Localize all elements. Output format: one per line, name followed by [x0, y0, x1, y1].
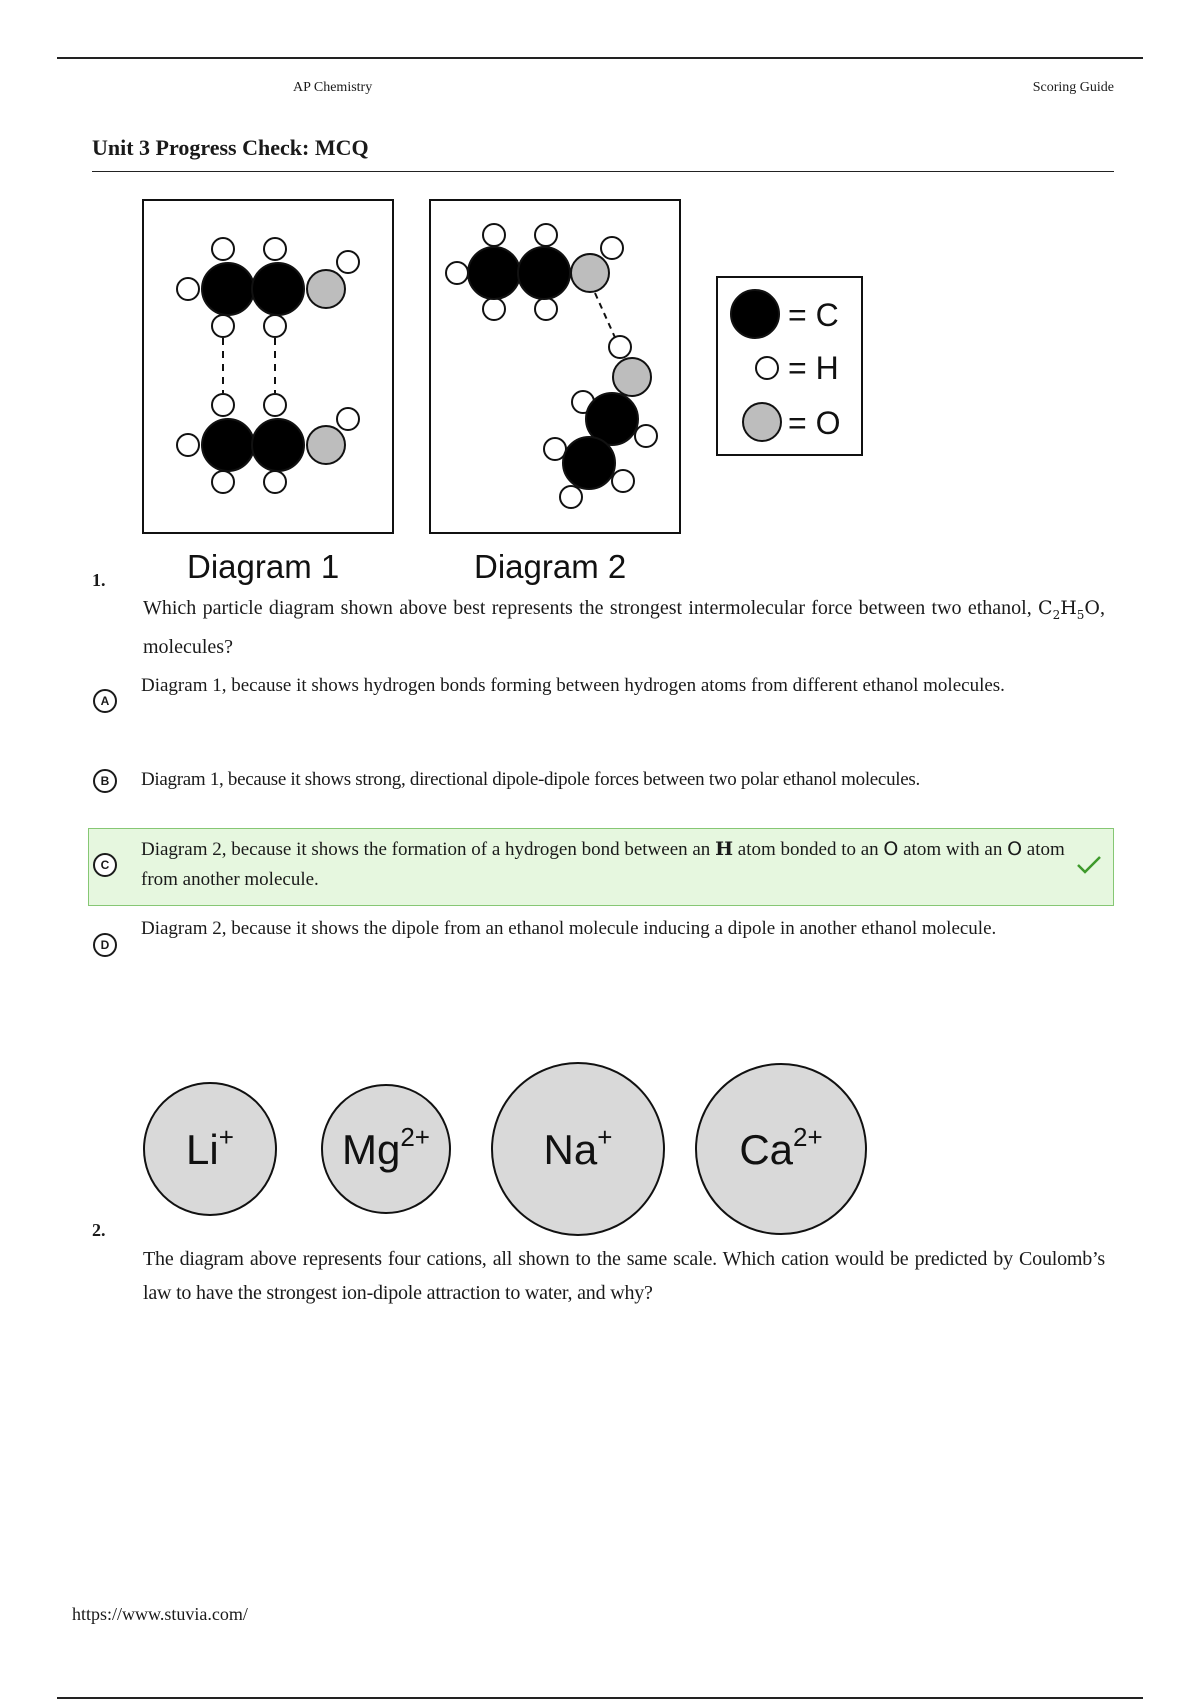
choice-b[interactable]: [88, 765, 1114, 797]
legend-hydrogen-icon: [756, 357, 778, 379]
choice-c-correct[interactable]: [88, 828, 1114, 906]
cation-li-label: Li+: [186, 1122, 234, 1173]
question-2-number: 2.: [92, 1220, 106, 1240]
choice-c-text: Diagram 2, because it shows the formation of a hydrogen bond between an H atom bonded to an O atom with an O atom from another molecule.: [141, 838, 1065, 890]
course-name: AP Chemistry: [293, 80, 373, 95]
question-1-number: 1.: [92, 570, 106, 590]
cation-ca-label: $Ca^{2+}$: [739, 1122, 823, 1173]
legend-carbon-label: = C: [788, 297, 839, 333]
q1-particle-diagram-figure: [130, 195, 880, 545]
cation-na-label: Na+: [543, 1122, 613, 1173]
question-1-stem-text: Which particle diagram shown above best represents the strongest intermolecular force between two ethanol,: [143, 597, 1039, 619]
page-title: Unit 3 Progress Check: MCQ: [92, 135, 369, 160]
oxygen-symbol: O: [883, 838, 899, 860]
legend-oxygen-label: = O: [788, 405, 841, 441]
choice-d-text: Diagram 2, because it shows the dipole from an ethanol molecule inducing a dipole in another ethanol molecule.: [141, 918, 997, 939]
correct-check-icon: [1075, 853, 1103, 877]
title-rule: [92, 171, 1114, 172]
diagram-2-label: Diagram 2: [474, 548, 627, 585]
choice-d-letter: D: [93, 933, 117, 957]
question-2-stem: The diagram above represents four cations, all shown to the same scale. Which cation would be predicted by Coulomb’s law to have the strongest ion-dipole attraction to water, and why?: [143, 1248, 1105, 1304]
oxygen-symbol: O: [1007, 838, 1023, 860]
legend-carbon-icon: [731, 290, 779, 338]
choice-a-text: Diagram 1, because it shows hydrogen bonds forming between hydrogen atoms from different ethanol molecules.: [141, 675, 1005, 696]
hydrogen-symbol: H: [715, 838, 734, 860]
cation-mg-label: $Mg^{2+}$: [341, 1122, 431, 1173]
top-rule: [57, 57, 1143, 59]
q2-cations-figure: [130, 1055, 880, 1245]
legend-oxygen-icon: [743, 403, 781, 441]
legend-hydrogen-label: = H: [788, 350, 839, 386]
choice-b-letter: B: [93, 769, 117, 793]
question-1-stem: [143, 592, 1105, 663]
diagram-1-label: Diagram 1: [187, 548, 340, 585]
choice-a-letter: A: [93, 689, 117, 713]
bottom-rule: [57, 1697, 1143, 1699]
footer-url: https://www.stuvia.com/: [72, 1604, 248, 1624]
choice-b-text: Diagram 1, because it shows strong, directional dipole-dipole forces between two polar ethanol molecules.: [141, 769, 920, 790]
question-1-stem-end: , molecules?: [143, 597, 1105, 658]
choice-c-letter: C: [93, 853, 117, 877]
ethanol-formula: $C_2H_5O$: [1038, 597, 1100, 622]
choice-d[interactable]: [88, 914, 1114, 974]
scoring-guide-label: Scoring Guide: [1032, 80, 1114, 95]
choice-a[interactable]: [88, 671, 1114, 731]
